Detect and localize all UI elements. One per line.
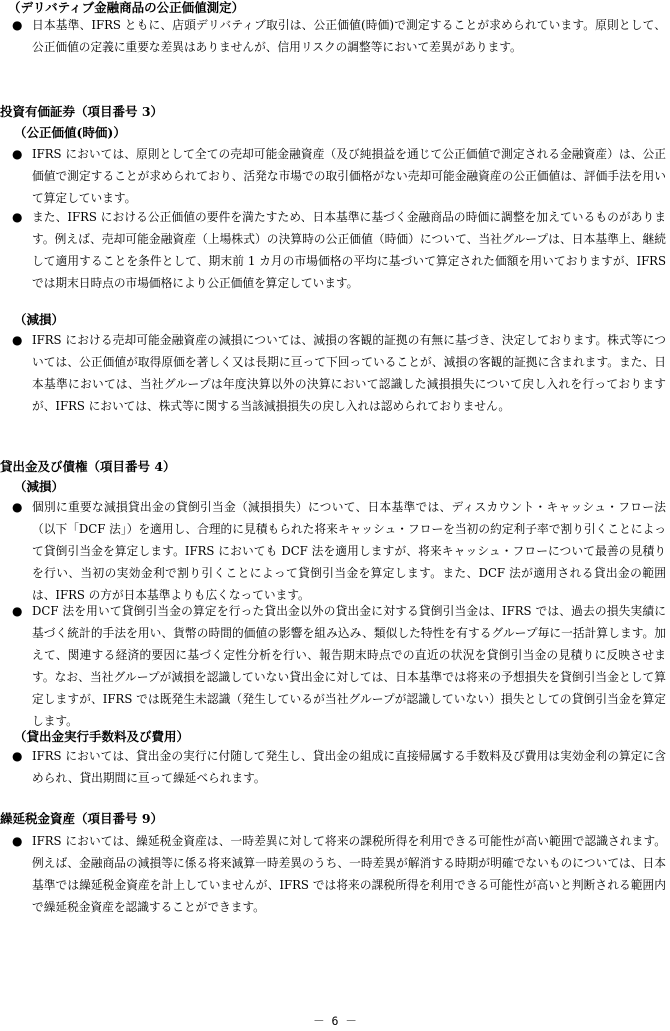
bullet-text: 個別に重要な減損貸出金の貸倒引当金（減損損失）について、日本基準では、ディスカウント・キャッシュ・フロー法（以下「DCF 法」）を適用し、合理的に見積もられた将来キャッシュ・フローを当初の約定利子率で割り引くことによって貸倒引当金を算定します。IFRS においても DCF 法を適用しますが、将来キャッシュ・フローについて最善の見積りを行い、当初の実効金利で割り引くことによって貸倒引当金を算定します。また、DCF 法が適用される貸出金の範囲は、IFRS の方が日本基準よりも広くなっています。: [32, 500, 666, 602]
subheading-loan-fees: （貸出金実行手数料及び費用）: [14, 729, 190, 744]
bullet-icon: ●: [12, 147, 23, 161]
bullet-icon: ●: [12, 210, 23, 224]
subheading-derivative-fair-value: （デリバティブ金融商品の公正価値測定）: [8, 0, 245, 15]
bullet-icon: ●: [12, 18, 23, 32]
list-item: [0, 329, 670, 461]
list-item: [0, 496, 670, 606]
list-item: [0, 143, 670, 209]
subheading-fair-value: （公正価値(時価)）: [14, 125, 126, 140]
list-item: [0, 745, 670, 789]
list-item: [0, 14, 670, 80]
bullet-text: IFRS においては、繰延税金資産は、一時差異に対して将来の課税所得を利用できる可能性が高い範囲で認識されます。例えば、金融商品の減損等に係る将来減算一時差異のうち、一時差異が解消する時期が明確でないものについては、日本基準では繰延税金資産を計上していませんが、IFRS では将来の課税所得を利用できる可能性が高いと判断される範囲内で繰延税金資産を認識することができます。: [32, 834, 666, 914]
bullet-text: 日本基準、IFRS ともに、店頭デリバティブ取引は、公正価値(時価)で測定することが求められています。原則として、公正価値の定義に重要な差異はありませんが、信用リスクの調整等において差異があります。: [32, 18, 666, 54]
bullet-text: DCF 法を用いて貸倒引当金の算定を行った貸出金以外の貸出金に対する貸倒引当金は、IFRS では、過去の損失実績に基づく統計的手法を用い、貨幣の時間的価値の影響を組み込み、類似した特性を有するグループ毎に一括計算します。加えて、関連する経済的要因に基づく定性分析を行い、報告期末時点での直近の状況を貸倒引当金の見積りに反映させます。なお、当社グループが減損を認識していない貸出金に対しては、日本基準では将来の予想損失を貸倒引当金として算定しますが、IFRS では既発生未認識（発生しているが当社グループが認識していない）損失としての貸倒引当金を算定します。: [32, 604, 666, 728]
bullet-text: IFRS においては、原則として全ての売却可能金融資産（及び純損益を通じて公正価値で測定される金融資産）は、公正価値で測定することが求められており、活発な市場での取引価格がない売却可能金融資産の公正価値は、評価手法を用いて算定しています。: [32, 147, 666, 205]
section-heading-investment-securities: 投資有価証券（項目番号 3）: [0, 104, 164, 119]
bullet-text: また、IFRS における公正価値の要件を満たすため、日本基準に基づく金融商品の時価に調整を加えているものがあります。例えば、売却可能金融資産（上場株式）の決算時の公正価値（時価）について、当社グループは、日本基準上、継続して適用することを条件として、期末前 1 カ月の市場価格の平均に基づいて算定された価額を用いておりますが、IFRS では期末日時点の市場価格により公正価値を算定しています。: [32, 210, 666, 290]
bullet-icon: ●: [12, 500, 23, 514]
page-number: － 6 －: [313, 1014, 357, 1028]
list-item: [0, 600, 670, 732]
bullet-text: IFRS における売却可能金融資産の減損については、減損の客観的証拠の有無に基づき、決定しております。株式等については、公正価値が取得原価を著しく又は長期に亘って下回っていることが、減損の客観的証拠に含まれます。また、日本基準においては、当社グループは年度決算以外の決算において認識した減損損失について戻し入れを行っておりますが、IFRS においては、株式等に関する当該減損損失の戻し入れは認められておりません。: [32, 333, 666, 413]
bullet-icon: ●: [12, 834, 23, 848]
bullet-text: IFRS においては、貸出金の実行に付随して発生し、貸出金の組成に直接帰属する手数料及び費用は実効金利の算定に含められ、貸出期間に亘って繰延べられます。: [32, 749, 666, 785]
bullet-icon: ●: [12, 333, 23, 347]
subheading-impairment: （減損）: [14, 312, 65, 327]
subheading-impairment: （減損）: [14, 479, 65, 494]
bullet-icon: ●: [12, 604, 23, 618]
section-heading-loans-receivables: 貸出金及び債権（項目番号 4）: [0, 459, 176, 474]
bullet-icon: ●: [12, 749, 23, 763]
section-heading-deferred-tax: 繰延税金資産（項目番号 9）: [0, 811, 164, 826]
list-item: [0, 830, 670, 918]
list-item: [0, 206, 670, 316]
